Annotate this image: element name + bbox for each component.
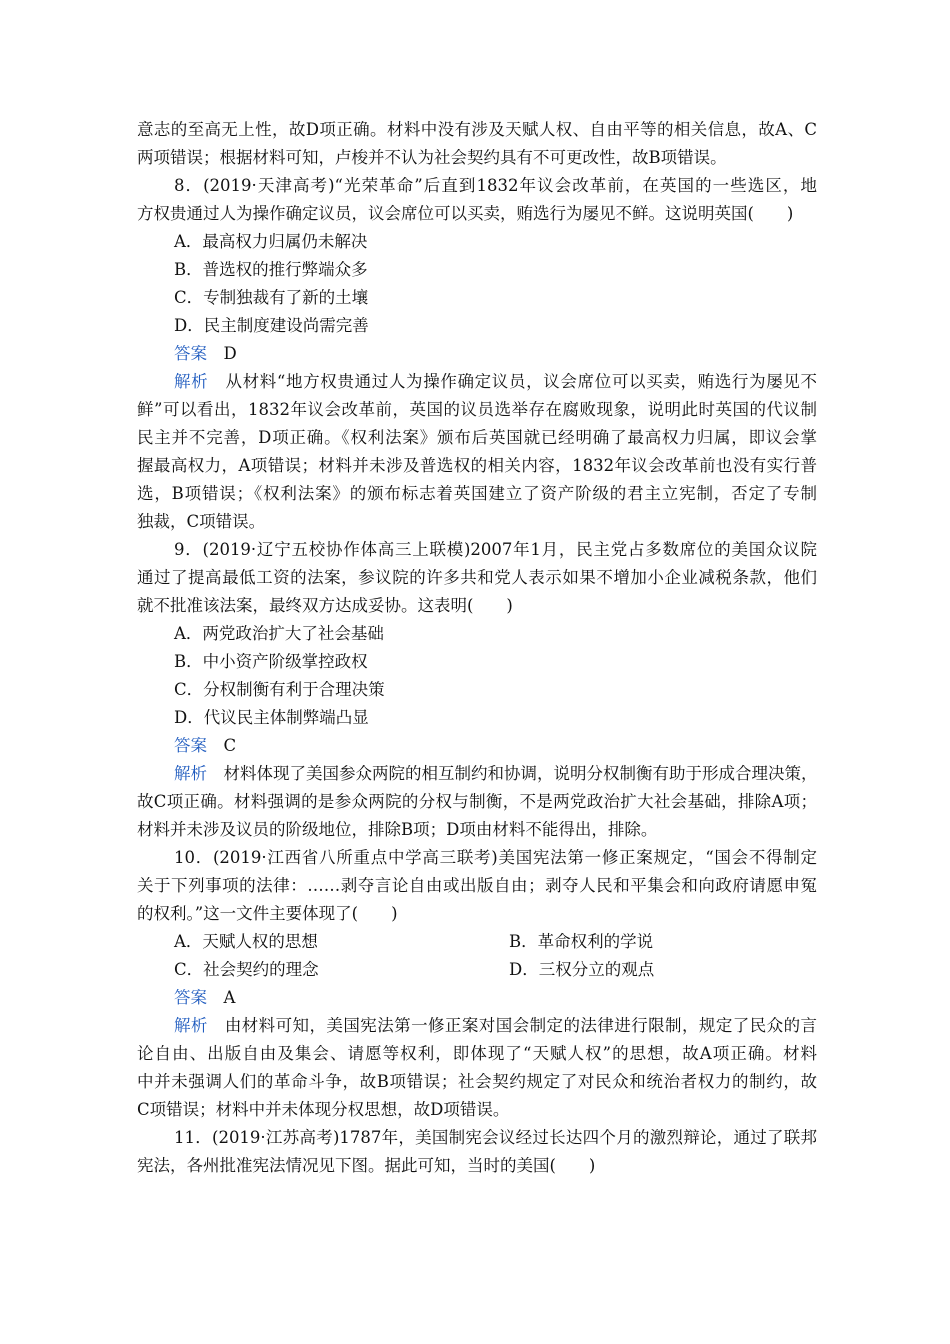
- text-line: 选，B项错误；《权利法案》的颁布标志着英国建立了资产阶级的君主立宪制，否定了专制: [137, 484, 817, 503]
- option-a: A．天赋人权的思想: [174, 932, 318, 951]
- text-line: 握最高权力，A项错误；材料并未涉及普选权的相关内容，1832年议会改革前也没有实行普: [137, 456, 817, 475]
- analysis-text: 由材料可知，美国宪法第一修正案对国会制定的法律进行限制，规定了民众的言: [224, 1016, 818, 1035]
- option-d: D．代议民主体制弊端凸显: [174, 708, 369, 727]
- question-10-stem: 关于下列事项的法律：……剥夺言论自由或出版自由；剥夺人民和平集会和向政府请愿申冤: [137, 876, 817, 895]
- question-11-stem: 11．(2019·江苏高考)1787年，美国制宪会议经过长达四个月的激烈辩论，通过了联邦: [174, 1128, 817, 1147]
- question-9-stem: 9．(2019·辽宁五校协作体高三上联模)2007年1月，民主党占多数席位的美国众议院: [174, 540, 817, 559]
- analysis-label: 解析: [174, 1016, 208, 1035]
- text-line: 意志的至高无上性，故D项正确。材料中没有涉及天赋人权、自由平等的相关信息，故A、C: [137, 120, 817, 139]
- question-10-stem: 的权利。”这一文件主要体现了( ): [137, 904, 398, 923]
- question-11-stem: 宪法，各州批准宪法情况见下图。据此可知，当时的美国( ): [137, 1156, 596, 1175]
- question-9-stem: 通过了提高最低工资的法案，参议院的许多共和党人表示如果不增加小企业减税条款，他们: [137, 568, 817, 587]
- option-c: C．专制独裁有了新的土壤: [174, 288, 369, 307]
- question-10-stem: 10．(2019·江西省八所重点中学高三联考)美国宪法第一修正案规定，“国会不得制定: [174, 848, 817, 867]
- question-8-stem: 8．(2019·天津高考)“光荣革命”后直到1832年议会改革前，在英国的一些选区，地: [174, 176, 817, 195]
- text-line: 两项错误；根据材料可知，卢梭并不认为社会契约具有不可更改性，故B项错误。: [137, 148, 727, 167]
- option-b: B．革命权利的学说: [509, 932, 654, 951]
- answer-value: A: [223, 988, 236, 1007]
- text-line: 独裁，C项错误。: [137, 512, 266, 531]
- analysis-label: 解析: [174, 764, 207, 783]
- option-b: B．普选权的推行弊端众多: [174, 260, 368, 279]
- analysis-text: 从材料“地方权贵通过人为操作确定议员，议会席位可以买卖，贿选行为屡见不: [225, 372, 818, 391]
- analysis-line: [174, 368, 817, 396]
- text-line: 材料并未涉及议员的阶级地位，排除B项；D项由材料不能得出，排除。: [137, 820, 658, 839]
- answer-line: [174, 732, 817, 760]
- answer-value: D: [223, 344, 237, 363]
- option-c: C．分权制衡有利于合理决策: [174, 680, 385, 699]
- text-line: 论自由、出版自由及集会、请愿等权利，即体现了“天赋人权”的思想，故A项正确。材料: [137, 1044, 817, 1063]
- answer-label: 答案: [174, 344, 207, 363]
- text-line: 故C项正确。材料强调的是参众两院的分权与制衡，不是两党政治扩大社会基础，排除A项；: [137, 792, 817, 811]
- text-line: 民主并不完善，D项正确。《权利法案》颁布后英国就已经明确了最高权力归属，即议会掌: [137, 428, 817, 447]
- analysis-line: [174, 760, 817, 788]
- text-line: C项错误；材料中并未体现分权思想，故D项错误。: [137, 1100, 510, 1119]
- option-a: A．两党政治扩大了社会基础: [174, 624, 384, 643]
- answer-label: 答案: [174, 736, 207, 755]
- answer-line: [174, 984, 817, 1012]
- text-line: 鲜”可以看出，1832年议会改革前，英国的议员选举存在腐败现象，说明此时英国的代议制: [137, 400, 817, 419]
- answer-value: C: [223, 736, 237, 755]
- answer-label: 答案: [174, 988, 207, 1007]
- option-d: D．三权分立的观点: [509, 960, 655, 979]
- answer-line: [174, 340, 817, 368]
- text-line: 中并未强调人们的革命斗争，故B项错误；社会契约规定了对民众和统治者权力的制约，故: [137, 1072, 817, 1091]
- question-9-stem: 就不批准该法案，最终双方达成妥协。这表明( ): [137, 596, 513, 615]
- option-a: A．最高权力归属仍未解决: [174, 232, 368, 251]
- analysis-text: 材料体现了美国参众两院的相互制约和协调，说明分权制衡有助于形成合理决策，: [223, 764, 818, 783]
- option-b: B．中小资产阶级掌控政权: [174, 652, 368, 671]
- option-d: D．民主制度建设尚需完善: [174, 316, 369, 335]
- question-8-stem: 方权贵通过人为操作确定议员，议会席位可以买卖，贿选行为屡见不鲜。这说明英国( ): [137, 204, 794, 223]
- option-c: C．社会契约的理念: [174, 960, 319, 979]
- analysis-line: [174, 1012, 817, 1040]
- analysis-label: 解析: [174, 372, 209, 391]
